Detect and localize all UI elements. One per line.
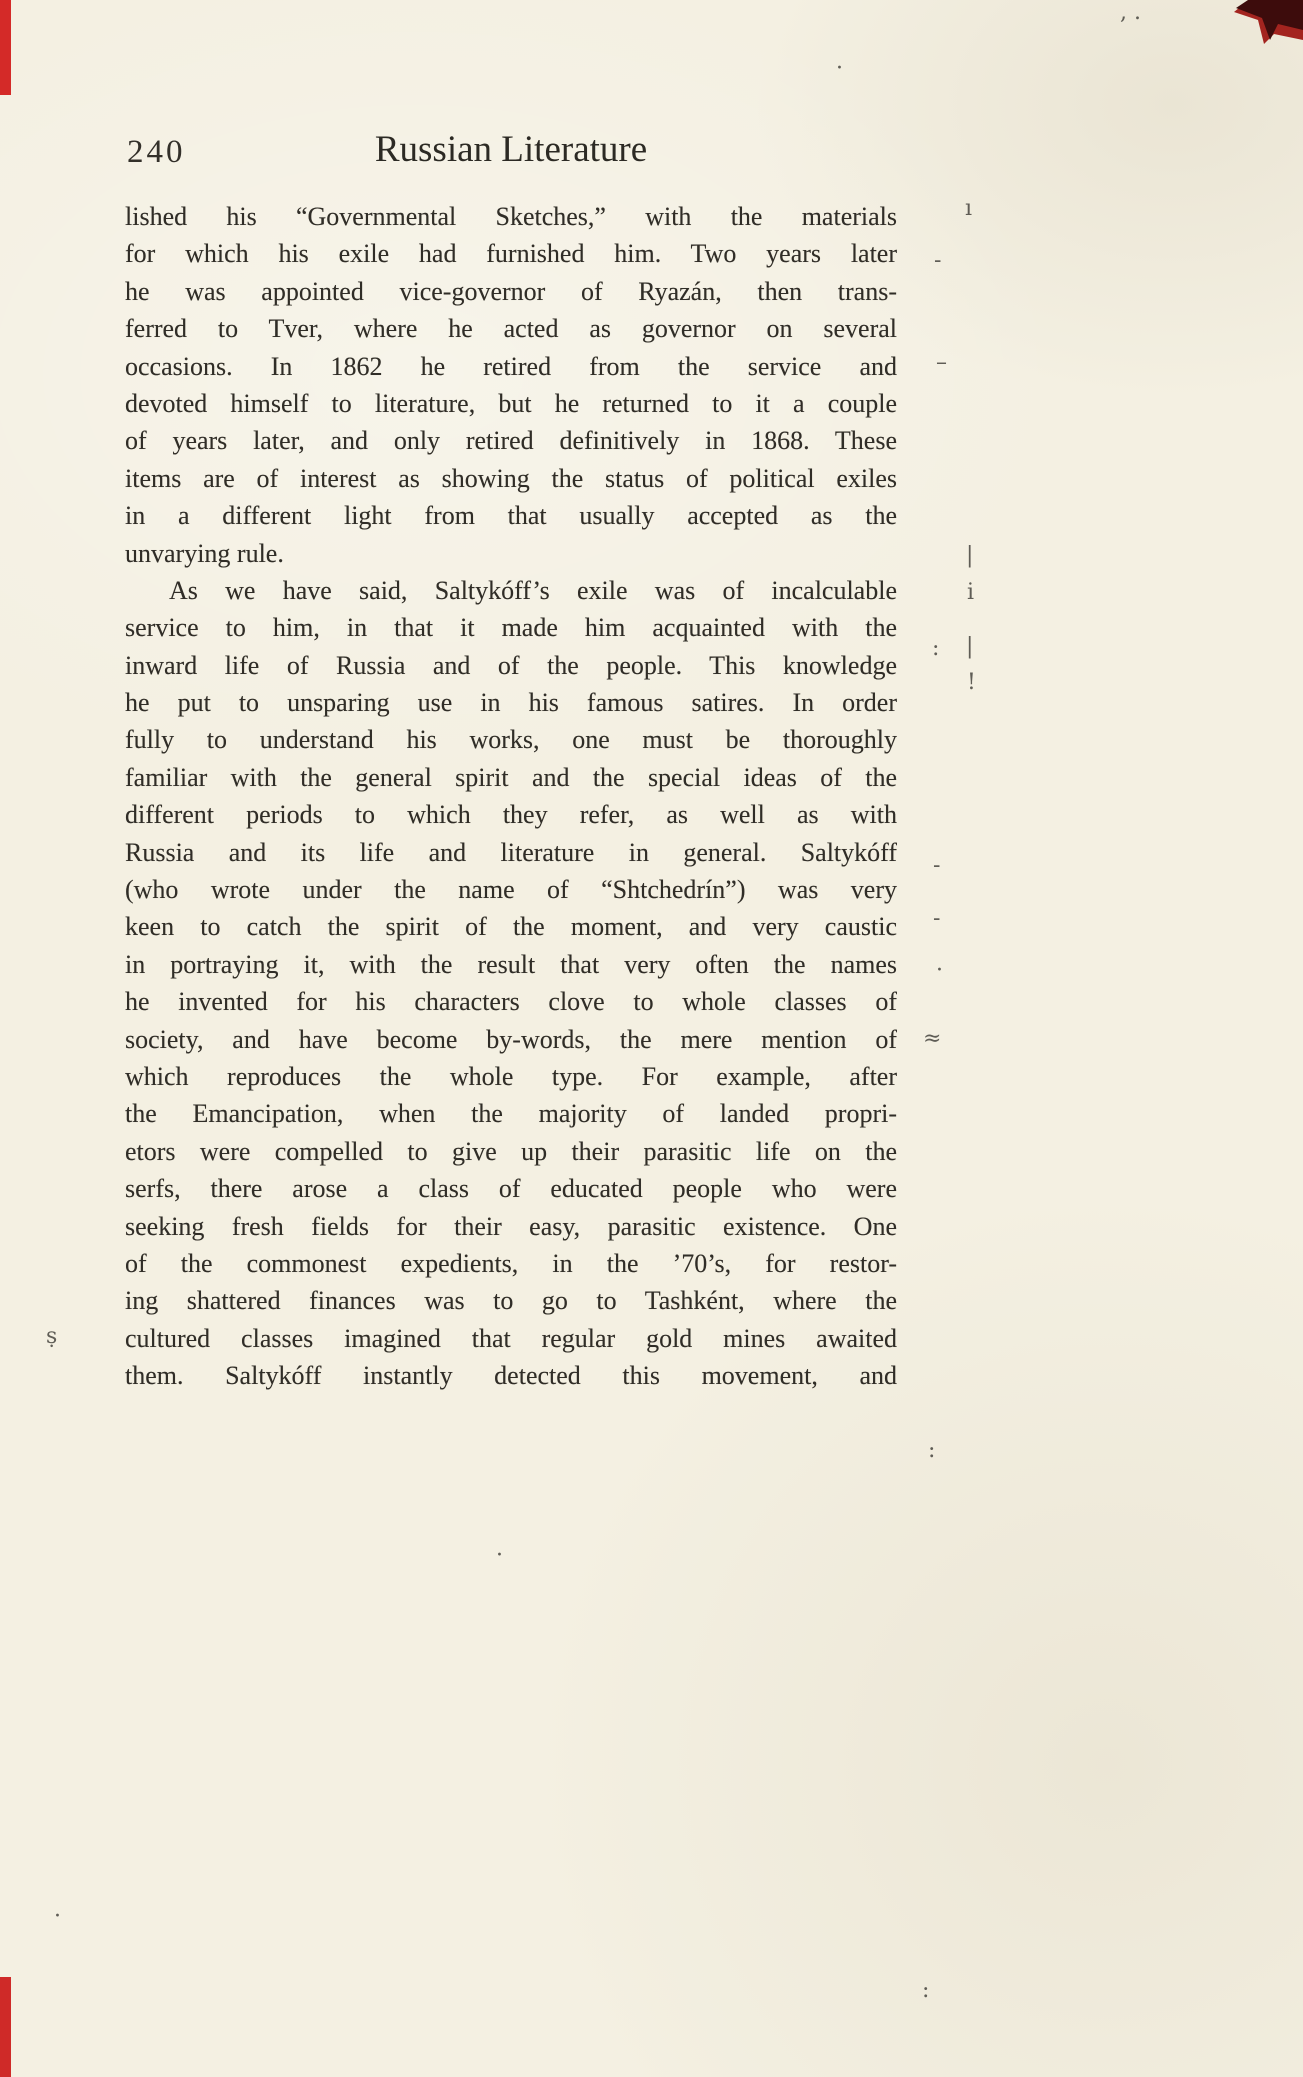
page-header [125, 128, 897, 178]
scan-speck: i [967, 580, 975, 605]
scan-artifact-corner-mark [1234, 0, 1303, 46]
text-line: different periods to which they refer, as well as with [125, 800, 897, 830]
scan-speck: · [936, 958, 943, 983]
scan-speck: · [54, 1904, 61, 1929]
text-line: he put to unsparing use in his famous satires. In order [125, 688, 897, 718]
scan-speck: : [922, 1978, 930, 2003]
scan-artifact-red-strip [0, 0, 11, 95]
scan-artifact-red-strip [0, 1977, 11, 2077]
text-line: As we have said, Saltykóff’s exile was of incalculable [169, 575, 897, 605]
scan-speck: : [932, 636, 940, 661]
text-line: the Emancipation, when the majority of landed propri- [125, 1099, 897, 1129]
scan-speck: - [933, 853, 941, 878]
text-line: of the commonest expedients, in the ’70’s, for restor- [125, 1248, 897, 1278]
text-line: in a different light from that usually accepted as the [125, 501, 897, 531]
scan-speck: | [966, 543, 974, 568]
text-line: seeking fresh fields for their easy, parasitic existence. One [125, 1211, 897, 1241]
text-line: for which his exile had furnished him. Two years later [125, 239, 897, 269]
text-line: in portraying it, with the result that very often the names [125, 949, 897, 979]
paragraph [125, 198, 897, 572]
scan-speck: ı [965, 196, 973, 221]
text-line: familiar with the general spirit and the special ideas of the [125, 762, 897, 792]
scan-speck: | [966, 634, 974, 659]
text-line: Russia and its life and literature in general. Saltykóff [125, 837, 897, 867]
scan-speck: - [934, 248, 942, 273]
text-line: inward life of Russia and of the people. This knowledge [125, 650, 897, 680]
text-line: them. Saltykóff instantly detected this movement, and [125, 1361, 897, 1391]
scan-speck: ! [967, 670, 976, 695]
text-line: of years later, and only retired definitively in 1868. These [125, 426, 897, 456]
scan-speck: - [933, 906, 941, 931]
text-line: etors were compelled to give up their parasitic life on the [125, 1136, 897, 1166]
text-line: devoted himself to literature, but he returned to it a couple [125, 388, 897, 418]
text-line: ferred to Tver, where he acted as governor on several [125, 314, 897, 344]
text-line: (who wrote under the name of “Shtchedrín”) was very [125, 875, 897, 905]
text-line: lished his “Governmental Sketches,” with the materials [125, 202, 897, 231]
text-line: ing shattered finances was to go to Tashként, where the [125, 1286, 897, 1316]
scan-speck: – [936, 350, 947, 375]
text-line: service to him, in that it made him acquainted with the [125, 613, 897, 643]
text-line: occasions. In 1862 he retired from the service and [125, 351, 897, 381]
text-line: society, and have become by-words, the mere mention of [125, 1024, 897, 1054]
scan-speck: ṣ [46, 1324, 58, 1349]
scan-speck: : [928, 1438, 936, 1463]
scan-speck: · [836, 56, 843, 81]
text-line: which reproduces the whole type. For example, after [125, 1061, 897, 1091]
text-line: unvarying rule. [125, 538, 284, 568]
text-line: cultured classes imagined that regular gold mines awaited [125, 1323, 897, 1353]
text-line: he was appointed vice-governor of Ryazán, then trans- [125, 276, 897, 306]
body-text [125, 198, 897, 1395]
text-line: keen to catch the spirit of the moment, and very caustic [125, 912, 897, 942]
page-title: Russian Literature [374, 129, 648, 170]
paragraph [125, 572, 897, 1395]
scan-speck: ≈ [923, 1026, 942, 1051]
text-line: items are of interest as showing the status of political exiles [125, 463, 897, 493]
scan-speck: , . [1120, 0, 1141, 25]
text-line: serfs, there arose a class of educated people who were [125, 1174, 897, 1204]
scan-speck: · [496, 1543, 503, 1568]
text-line: he invented for his characters clove to whole classes of [125, 987, 897, 1017]
text-line: fully to understand his works, one must be thoroughly [125, 725, 897, 755]
page-number: 240 [127, 134, 186, 170]
